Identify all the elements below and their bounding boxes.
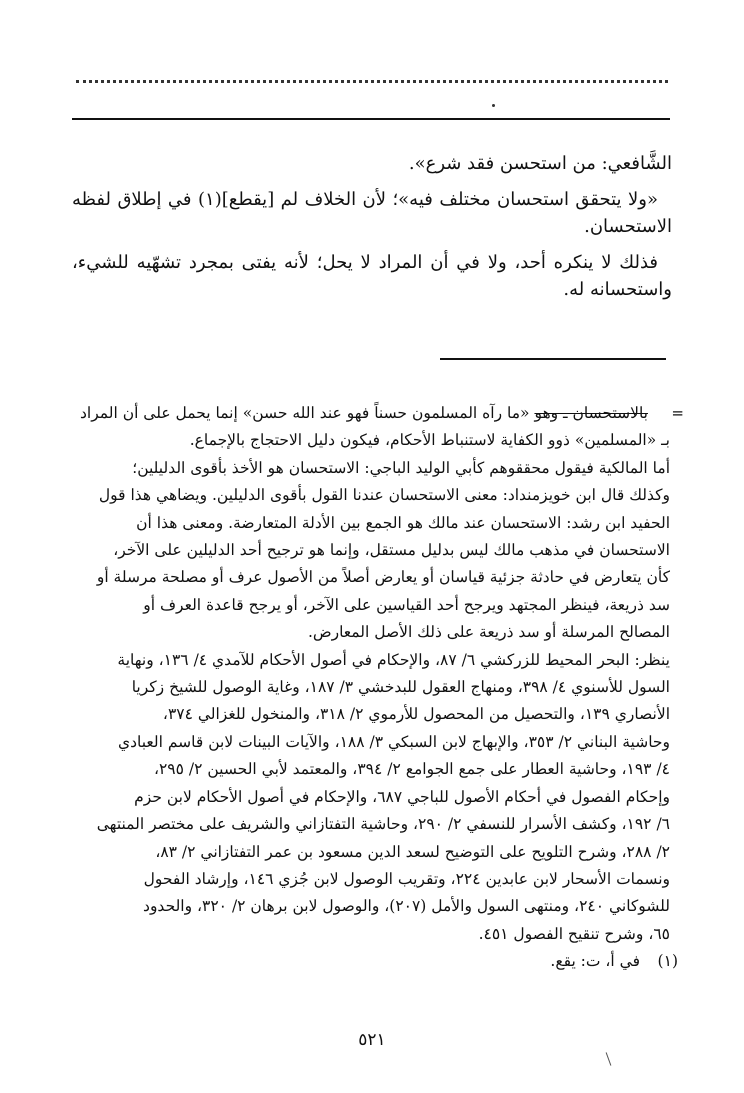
footnote-separator [440, 358, 666, 360]
footnotes [62, 400, 684, 976]
header-dotted-line [76, 80, 668, 83]
header-dot [492, 104, 495, 107]
footnote-line: ٦٥، وشرح تنقيح الفصول ٤٥١. [478, 924, 670, 943]
footnote-1 [62, 948, 678, 975]
main-paragraph: «ولا يتحقق استحسان مختلف فيه»؛ لأن الخلاف لم [يقطع](١) في إطلاق لفظه الاستحسان. [72, 189, 672, 237]
footnote-line: المصالح المرسلة أو سد ذريعة على ذلك الأصل المعارض. [307, 623, 670, 642]
footnote-line: السول للأسنوي ٤/ ٣٩٨، ومنهاج العقول للبدخشي ٣/ ١٨٧، وغاية الوصول للشيخ زكريا [131, 678, 670, 697]
main-paragraph: فذلك لا ينكره أحد، ولا في أن المراد لا يحل؛ لأنه يفتى بمجرد تشهّيه للشيء، واستحسانه له. [72, 252, 672, 300]
scan-mark [606, 1052, 612, 1065]
continuation-marker: = [671, 404, 684, 422]
footnote-line: الأنصاري ١٣٩، والتحصيل من المحصول للأرموي ٢/ ٣١٨، والمنخول للغزالي ٣٧٤، [162, 705, 670, 724]
footnote-marker: (١) [657, 952, 678, 971]
footnote-line: ونسمات الأسحار لابن عابدين ٢٢٤، وتقريب الوصول لابن جُزي ١٤٦، وإرشاد الفحول [143, 869, 670, 888]
struck-text: بالاستحسان ـ وهو [534, 404, 648, 422]
footnote-line: الاستحسان في مذهب مالك ليس بدليل مستقل، وإنما هو ترجيح أحد الدليلين على الآخر، [113, 541, 670, 560]
main-text [72, 150, 672, 312]
footnote-line: وكذلك قال ابن خويزمنداد: معنى الاستحسان عندنا القول بأقوى الدليلين. ويضاهي هذا قول [98, 486, 670, 505]
footnote-line: وإحكام الفصول في أحكام الأصول للباجي ٦٨٧، والإحكام في أصول الأحكام لابن حزم [134, 787, 670, 806]
footnote-line: أما المالكية فيقول محققوهم كأبي الوليد الباجي: الاستحسان هو الأخذ بأقوى الدليلين؛ [132, 458, 670, 477]
footnote-line: سد ذريعة، فينظر المجتهد ويرجح أحد القياسين على الآخر، أو يرجح قاعدة العرف أو [143, 595, 670, 614]
header-rule [72, 118, 670, 120]
footnote-line-text: «ما رآه المسلمون حسناً فهو عند الله حسن» إنما يحمل على أن المراد [80, 404, 535, 422]
footnote-line: ٢/ ٢٨٨، وشرح التلويح على التوضيح لسعد الدين مسعود بن عمر التفتازاني ٢/ ٨٣، [155, 842, 670, 861]
footnote-line: كأن يتعارض في حادثة جزئية قياسان أو يعارض أصلاً من الأصول عرف أو مصلحة مرسلة أو [96, 568, 670, 587]
footnote-line: الحفيد ابن رشد: الاستحسان عند مالك هو الجمع بين الأدلة المتعارضة. ومعنى هذا أن [136, 513, 670, 532]
footnote-line: وحاشية البناني ٢/ ٣٥٣، والإبهاج لابن السبكي ٣/ ١٨٨، والآيات البينات لابن قاسم العبادي [117, 732, 670, 751]
footnote-line: للشوكاني ٢٤٠، ومنتهى السول والأمل (٢٠٧)، والوصول لابن برهان ٢/ ٣٢٠، والحدود [143, 897, 670, 916]
page-number: ٥٢١ [358, 1030, 386, 1050]
main-paragraph: الشَّافعي: من استحسن فقد شرع». [408, 153, 672, 174]
footnote-line: ٤/ ١٩٣، وحاشية العطار على جمع الجوامع ٢/ ٣٩٤، والمعتمد لأبي الحسين ٢/ ٢٩٥، [153, 760, 670, 779]
footnote-text: في أ، ت: يقع. [550, 952, 640, 971]
footnote-line: بـ «المسلمين» ذوو الكفاية لاستنباط الأحكام، فيكون دليل الاحتجاج بالإجماع. [189, 431, 670, 450]
footnote-line: ٦/ ١٩٢، وكشف الأسرار للنسفي ٢/ ٢٩٠، وحاشية التفتازاني والشريف على مختصر المنتهى [96, 815, 670, 834]
footnote-line: ينظر: البحر المحيط للزركشي ٦/ ٨٧، والإحكام في أصول الأحكام للآمدي ٤/ ١٣٦، ونهاية [117, 650, 670, 669]
footnote-line [62, 400, 684, 427]
